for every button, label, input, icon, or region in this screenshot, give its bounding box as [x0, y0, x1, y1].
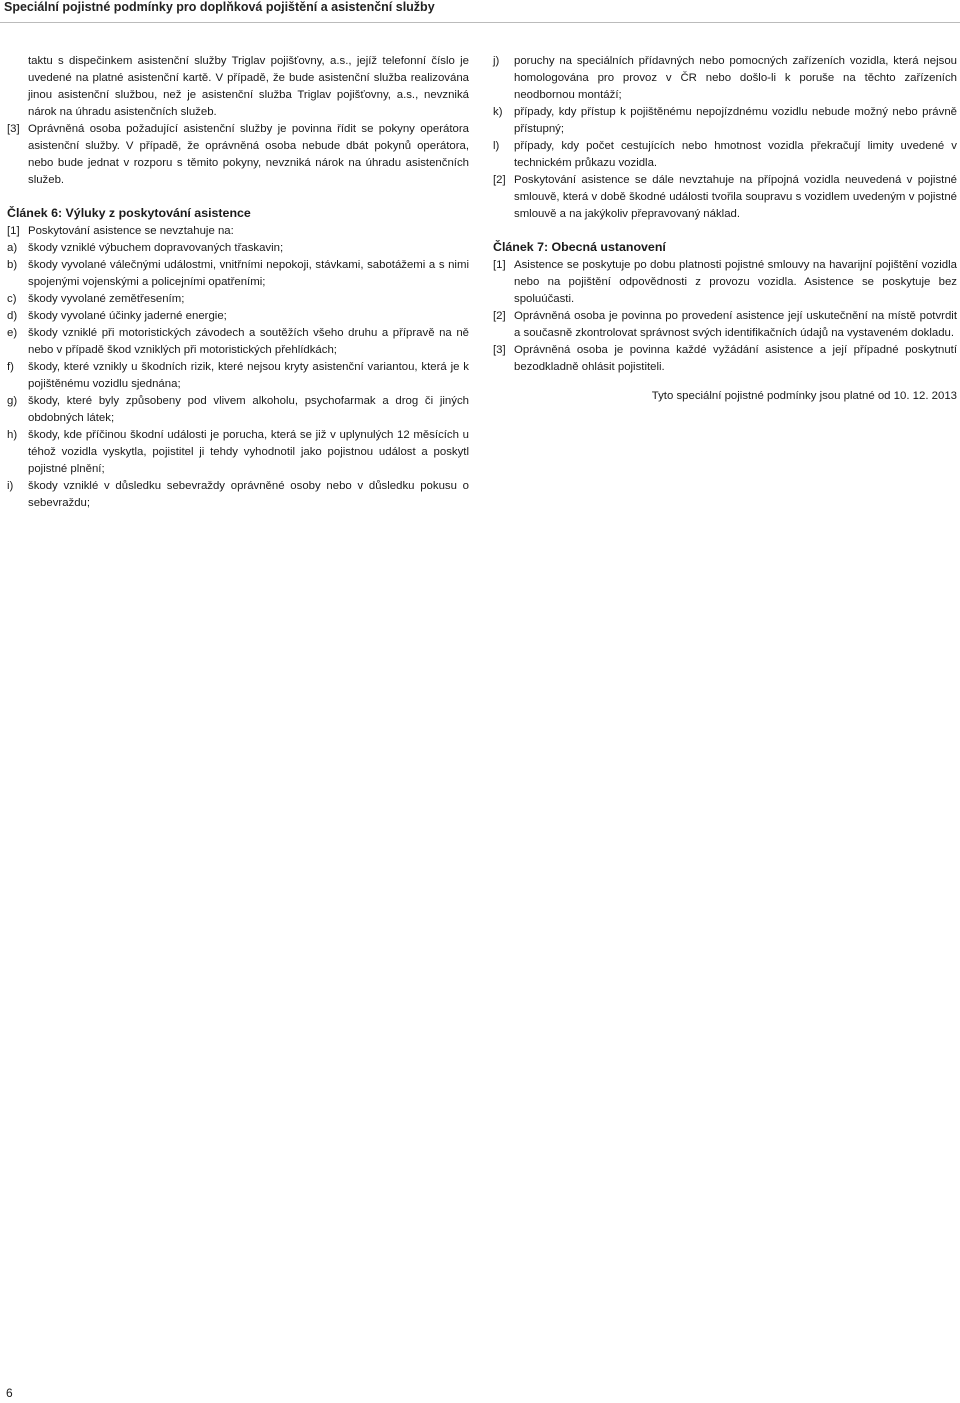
item-text: případy, kdy přístup k pojištěnému nepojízdnému vozidlu nebude možný nebo právně přístupný; [514, 106, 957, 135]
item-letter: h) [7, 429, 18, 441]
item-text: poruchy na speciálních přídavných nebo pomocných zařízeních vozidla, která nejsou homologována pro provoz v ČR nebo došlo-li k poruše na těchto zařízeních neodbornou montáží; [514, 55, 957, 101]
paragraph-text: Oprávněná osoba je povinna každé vyžádání asistence a její případné poskytnutí bezodkladně ohlásit pojistiteli. [514, 344, 957, 373]
article6-heading: Článek 6: Výluky z poskytování asistence [7, 206, 251, 220]
list-item [7, 291, 469, 308]
list-item [493, 138, 957, 172]
list-item [7, 257, 469, 291]
paragraph-text: Oprávněná osoba je povinna po provedení asistence její uskutečnění na místě potvrdit a současně zkontrolovat správnost svých identifikačních údajů na vystaveném dokladu. [514, 310, 957, 339]
paragraph-text: Poskytování asistence se nevztahuje na: [28, 225, 234, 237]
item-letter: j) [493, 55, 500, 67]
article6-paragraph-2 [493, 172, 957, 223]
page-number: 6 [6, 1386, 13, 1400]
paragraph-text: Asistence se poskytuje po dobu platnosti pojistné smlouvy na havarijní pojištění vozidla nebo na pojištění odpovědnosti z provozu vozidla. Asistence se poskytuje bez spoluúčasti. [514, 259, 957, 305]
item-letter: c) [7, 293, 17, 305]
validity-note: Tyto speciální pojistné podmínky jsou platné od 10. 12. 2013 [651, 390, 957, 402]
item-text: škody, kde příčinou škodní události je porucha, která se již v uplynulých 12 měsících u téhož vozidla vyskytla, pojistitel ji tehdy vyhodnotil jako pojistnou událost a poskytl pojistné plnění; [28, 429, 469, 475]
paragraph-number: [3] [493, 344, 506, 356]
list-item [493, 53, 957, 104]
item-text: případy, kdy počet cestujících nebo hmotnost vozidla překračují limity uvedené v technickém průkazu vozidla. [514, 140, 957, 169]
item-text: škody, které byly způsobeny pod vlivem alkoholu, psychofarmak a drog či jiných obdobných látek; [28, 395, 469, 424]
item-letter: b) [7, 259, 18, 271]
paragraph-number: [1] [7, 225, 20, 237]
article7-paragraph-1 [493, 257, 957, 308]
list-item [7, 427, 469, 478]
item-letter: f) [7, 361, 14, 373]
item-text: škody vzniklé při motoristických závodech a soutěžích všeho druhu a přípravě na ně nebo v případě škod vzniklých při motoristických přehlídkách; [28, 327, 469, 356]
item-letter: k) [493, 106, 503, 118]
header-divider [0, 22, 960, 23]
item-text: škody, které vznikly u škodních rizik, které nejsou kryty asistenční variantou, která je k pojištěnému vozidlu sjednána; [28, 361, 469, 390]
left-column [7, 53, 469, 512]
list-item [493, 104, 957, 138]
item-text: škody vzniklé v důsledku sebevraždy oprávněné osoby nebo v důsledku pokusu o sebevraždu; [28, 480, 469, 509]
document-title: Speciální pojistné podmínky pro doplňková pojištění a asistenční služby [4, 0, 435, 14]
item-letter: a) [7, 242, 18, 254]
item-letter: e) [7, 327, 18, 339]
item-letter: l) [493, 140, 500, 152]
item-letter: g) [7, 395, 18, 407]
page-header [0, 0, 960, 24]
list-item [7, 393, 469, 427]
item-text: škody vyvolané válečnými událostmi, vnitřními nepokoji, stávkami, sabotážemi a s nimi spojenými vojenskými a policejními opatřeními; [28, 259, 469, 288]
item-letter: i) [7, 480, 14, 492]
list-item [7, 308, 469, 325]
list-item [7, 359, 469, 393]
article7-paragraph-2 [493, 308, 957, 342]
list-item [7, 478, 469, 512]
paragraph-number: [3] [7, 123, 20, 135]
intro-paragraph: taktu s dispečinkem asistenční služby Triglav pojišťovny, a.s., jejíž telefonní číslo je uvedené na platné asistenční kartě. V případě, že bude asistenční služba realizována jinou asistenční službou, než je asistenční služba Triglav pojišťovny, a.s., nevzniká nárok na úhradu asistenčních služeb. [28, 55, 469, 118]
item-text: škody vyvolané zemětřesením; [28, 293, 185, 305]
right-column [493, 53, 957, 405]
item-text: škody vyvolané účinky jaderné energie; [28, 310, 227, 322]
paragraph-text: Poskytování asistence se dále nevztahuje na přípojná vozidla neuvedená v pojistné smlouvě, která v době škodné události tvořila soupravu s vozidlem uvedeným v pojistné smlouvě a na jakýkoliv přepravovaný náklad. [514, 174, 957, 220]
item-text: škody vzniklé výbuchem dopravovaných třaskavin; [28, 242, 284, 254]
paragraph-number: [1] [493, 259, 506, 271]
paragraph-number: [2] [493, 174, 506, 186]
paragraph-number: [2] [493, 310, 506, 322]
article7-paragraph-3 [493, 342, 957, 376]
article6-paragraph-1 [7, 223, 469, 240]
list-item [7, 325, 469, 359]
article5-paragraph-3 [7, 121, 469, 189]
item-letter: d) [7, 310, 18, 322]
list-item [7, 240, 469, 257]
article7-heading: Článek 7: Obecná ustanovení [493, 240, 666, 254]
paragraph-text: Oprávněná osoba požadující asistenční služby je povinna řídit se pokyny operátora asistenční služby. V případě, že oprávněná osoba nebude dbát pokynů operátora, nebo bude jednat v rozporu s těmito pokyny, nevzniká nárok na úhradu asistenčních služeb. [28, 123, 469, 186]
